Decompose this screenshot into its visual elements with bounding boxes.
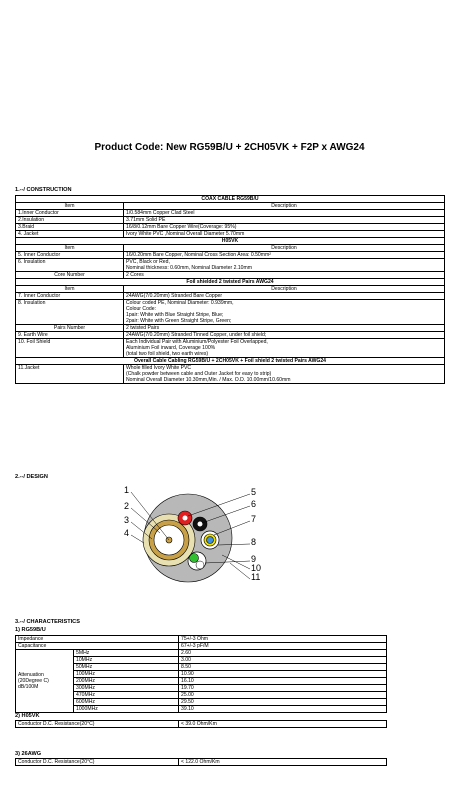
overall-header: Overall Cable Cabling RG59B/U + 2CH05VK + Foil shield 2 twisted Pairs AWG24 — [16, 358, 445, 365]
description-line: Ivory White PVC ,Nominal Overall Diameter 5.70mm — [126, 231, 245, 237]
description-line: Each Individual Pair with Aluminium/Polyester Foil Overlapped, — [126, 339, 268, 345]
attenuation-label-line: dB/100M — [18, 684, 39, 690]
item-cell: 9. Earth Wire — [16, 332, 124, 339]
callout-9: 9 — [251, 554, 257, 564]
attenuation-value: 8.50 — [179, 664, 387, 671]
frequency-cell: 5MHz — [74, 650, 179, 657]
attenuation-value: 39.10 — [179, 706, 387, 713]
description-cell — [124, 300, 445, 325]
item-cell: 4. Jacket — [16, 231, 124, 238]
h05-resistance-label: Conductor D.C. Resistance(20°C) — [16, 721, 179, 728]
column-item: Item — [16, 286, 124, 293]
description-line: (total two foil shield, two earth wires) — [126, 351, 209, 357]
description-line: 1pair: White with Blue Straight Stripe, Blue; — [126, 312, 224, 318]
item-cell: 2.Insulation — [16, 217, 124, 224]
description-cell — [124, 325, 445, 332]
attenuation-value: 29.50 — [179, 699, 387, 706]
attenuation-label-line: (20Degree C) — [18, 678, 49, 684]
awg26-heading: 3) 26AWG — [15, 751, 42, 757]
description-line: Colour Code: — [126, 306, 157, 312]
item-cell: 1.Inner Conductor — [16, 210, 124, 217]
table-row — [16, 259, 445, 272]
capacitance-value: 67+/-3 pF/M — [179, 643, 387, 650]
item-cell: Core Number — [16, 272, 124, 279]
callout-10: 10 — [251, 563, 262, 573]
description-line: 2 twisted Pairs — [126, 325, 160, 331]
description-cell — [124, 210, 445, 217]
h05-red-conductor — [183, 516, 188, 521]
h05-black-conductor — [198, 522, 203, 527]
callout-8: 8 — [251, 537, 257, 547]
description-cell — [124, 231, 445, 238]
frequency-cell: 200MHz — [74, 678, 179, 685]
item-cell: 7. Inner Conductor — [16, 293, 124, 300]
callout-7: 7 — [251, 514, 257, 524]
column-header-row — [16, 203, 445, 210]
callout-6: 6 — [251, 499, 257, 509]
table-row — [16, 217, 445, 224]
callout-4: 4 — [124, 528, 130, 538]
cable-body — [143, 494, 232, 582]
product-title: Product Code: New RG59B/U + 2CH05VK + F2P x AWG24 — [94, 142, 365, 153]
table-row — [16, 231, 445, 238]
description-line: Whole filled Ivory White PVC — [126, 365, 192, 371]
impedance-value: 75+/-3 Ohm — [179, 636, 387, 643]
capacitance-label: Capacitance — [16, 643, 179, 650]
table-row — [16, 636, 387, 643]
design-heading: 2.--/ DESIGN — [15, 474, 48, 480]
pair-1-blue — [207, 537, 214, 544]
characteristics-heading: 3.--/ CHARACTERISTICS — [15, 619, 80, 625]
h05-heading: 2) H05VK — [15, 713, 40, 719]
column-description: Description — [124, 286, 445, 293]
description-cell — [124, 224, 445, 231]
attenuation-value: 2.60 — [179, 650, 387, 657]
overall-header-row — [16, 358, 445, 365]
column-description: Description — [124, 245, 445, 252]
table-row — [16, 325, 445, 332]
description-cell — [124, 272, 445, 279]
frequency-cell: 600MHz — [74, 699, 179, 706]
item-cell: 11.Jacket — [16, 365, 124, 384]
description-line: Aluminium Foil inward, Coverage 100% — [126, 345, 216, 351]
frequency-cell: 50MHz — [74, 664, 179, 671]
attenuation-value: 10.90 — [179, 671, 387, 678]
awg26-resistance-label: Conductor D.C. Resistance(20°C) — [16, 759, 179, 766]
callout-3: 3 — [124, 515, 130, 525]
description-line: 16/8/0.12mm Bare Copper Wire(Coverage: 95%) — [126, 224, 237, 230]
attenuation-value: 19.70 — [179, 685, 387, 692]
description-cell — [124, 365, 445, 384]
description-line: 1/0.584mm Copper Clad Steel — [126, 210, 195, 216]
rg59-characteristics-table — [15, 635, 387, 713]
table-row — [16, 272, 445, 279]
frequency-cell: 10MHz — [74, 657, 179, 664]
construction-table — [15, 195, 445, 384]
description-cell — [124, 332, 445, 339]
table-row — [16, 210, 445, 217]
column-description: Description — [124, 203, 445, 210]
awg26-characteristics-table — [15, 758, 387, 766]
callout-2: 2 — [124, 501, 130, 511]
description-line: 2pair: White with Green Straight Stripe, Green; — [126, 318, 232, 324]
frequency-cell: 470MHz — [74, 692, 179, 699]
description-line: (Chalk powder between cable and Outer Jacket for easy to strip) — [126, 371, 272, 377]
table-row — [16, 224, 445, 231]
callout-1: 1 — [124, 485, 130, 495]
table-row — [16, 365, 445, 384]
description-line: 24AWG(7/0.20mm) Stranded Tinned Copper, under foil shield; — [126, 332, 267, 338]
description-cell — [124, 252, 445, 259]
column-header-row — [16, 245, 445, 252]
h05-header-row — [16, 238, 445, 245]
attenuation-value: 3.00 — [179, 657, 387, 664]
description-line: 2 Cores — [126, 272, 144, 278]
table-row — [16, 252, 445, 259]
frequency-cell: 1000MHz — [74, 706, 179, 713]
description-line: 16/0.20mm Bare Copper, Nominal Cross Section Area: 0.50mm² — [126, 252, 271, 258]
column-header-row — [16, 286, 445, 293]
description-line: Nominal thickness: 0.60mm, Nominal Diameter 2.10mm — [126, 265, 252, 271]
item-cell: 5. Inner Conductor — [16, 252, 124, 259]
attenuation-value: 25.00 — [179, 692, 387, 699]
h05-characteristics-table — [15, 720, 387, 728]
construction-heading: 1.--/ CONSTRUCTION — [15, 187, 72, 193]
foil-header: Foil shielded 2 twisted Pairs AWG24 — [16, 279, 445, 286]
description-cell — [124, 217, 445, 224]
callout-11: 11 — [251, 572, 261, 582]
foil-header-row — [16, 279, 445, 286]
item-cell: 6. Insulation — [16, 259, 124, 272]
description-line: 3.71mm Solid PE — [126, 217, 166, 223]
pair-2-green — [190, 554, 199, 563]
table-row — [16, 332, 445, 339]
callout-5: 5 — [251, 487, 257, 497]
frequency-cell: 300MHz — [74, 685, 179, 692]
item-cell: Pairs Number — [16, 325, 124, 332]
description-line: PVC, Black or Red, — [126, 259, 170, 265]
table-row — [16, 300, 445, 325]
description-cell — [124, 293, 445, 300]
awg26-resistance-value: < 122.0 Ohm/Km — [179, 759, 387, 766]
description-cell — [124, 339, 445, 358]
coax-header-row — [16, 196, 445, 203]
impedance-label: Impedance — [16, 636, 179, 643]
cable-cross-section-diagram — [110, 483, 270, 583]
frequency-cell: 100MHz — [74, 671, 179, 678]
pair-2-white — [196, 561, 204, 569]
column-item: Item — [16, 245, 124, 252]
attenuation-label-line: Attenuation — [18, 672, 44, 678]
description-line: Nominal Overall Diameter 10.30mm,Min. / Max. O.D. 10.00mm/10.60mm — [126, 377, 291, 383]
attenuation-label — [16, 650, 74, 713]
coax-header: COAX CABLE RG59B/U — [16, 196, 445, 203]
item-cell: 10. Foil Shield — [16, 339, 124, 358]
table-row — [16, 643, 387, 650]
description-line: Colour coded PE, Nominal Diameter: 0.939mm, — [126, 300, 234, 306]
item-cell: 3.Braid — [16, 224, 124, 231]
description-line: 24AWG(7/0.20mm) Stranded Bare Copper — [126, 293, 223, 299]
item-cell: 8. Insulation — [16, 300, 124, 325]
description-cell — [124, 259, 445, 272]
attenuation-row — [16, 650, 387, 657]
rg59-heading: 1) RG59B/U — [15, 627, 46, 633]
h05-header: H05VK — [16, 238, 445, 245]
attenuation-value: 16.10 — [179, 678, 387, 685]
column-item: Item — [16, 203, 124, 210]
table-row — [16, 293, 445, 300]
h05-resistance-value: < 39.0 Ohm/Km — [179, 721, 387, 728]
table-row — [16, 339, 445, 358]
